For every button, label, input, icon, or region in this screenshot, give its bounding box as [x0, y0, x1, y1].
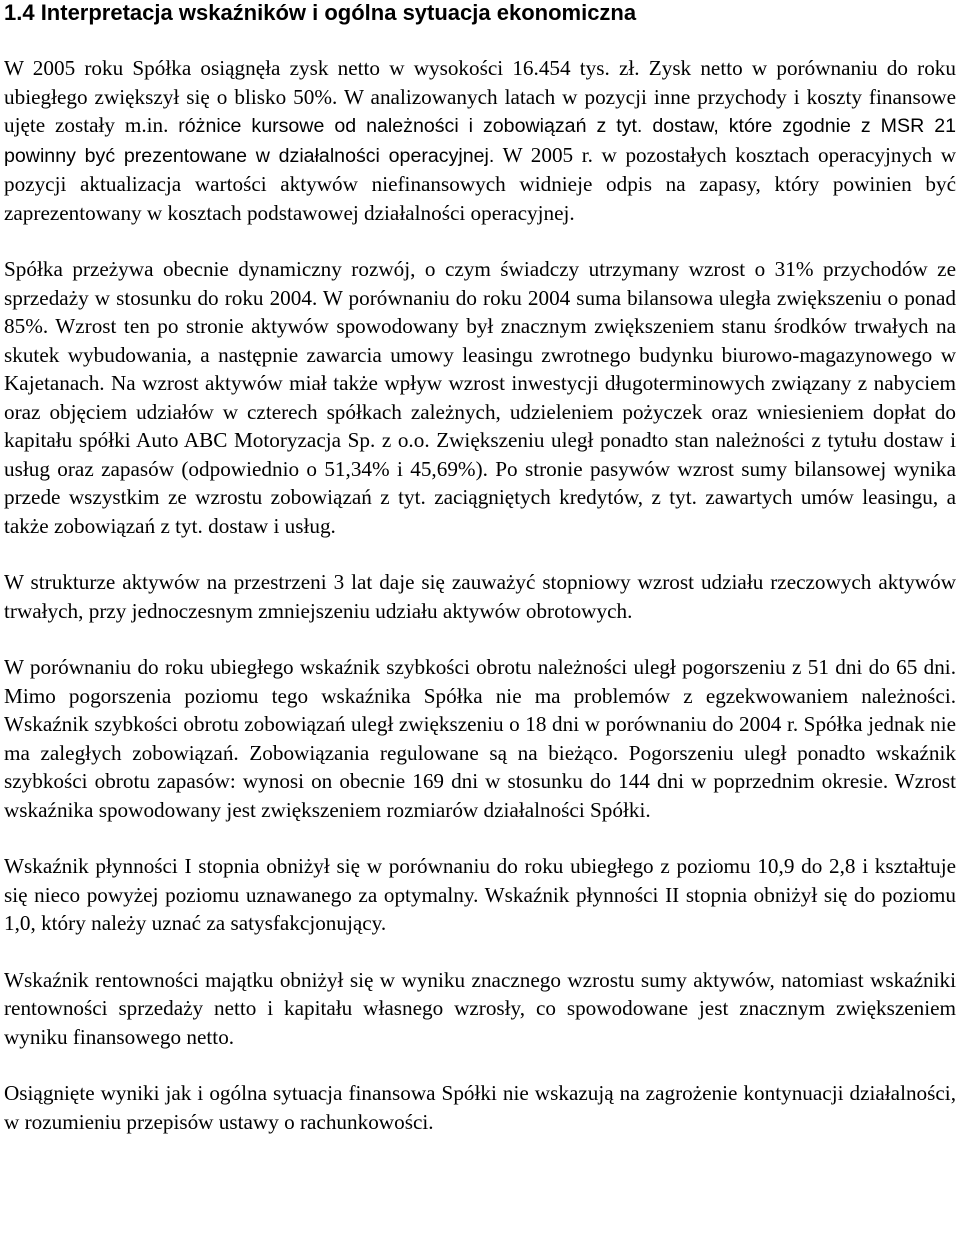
paragraph-net-profit-s2b: różnice kursowe od należności i zobowiązań z tyt. dostaw, które zgodnie z MSR 21 powinny być prezentowane w działalności operacyjnej. — [4, 115, 956, 167]
paragraph-going-concern: Osiągnięte wyniki jak i ogólna sytuacja finansowa Spółki nie wskazują na zagrożenie kontynuacji działalności, w rozumieniu przepisów ustawy o rachunkowości. — [4, 1081, 956, 1134]
paragraph-net-profit-s3: W 2005 r. w pozostałych kosztach operacyjnych w pozycji aktualizacja wartości aktywów niefinansowych widnieje odpis na zapasy, który powinien być zaprezentowany w kosztach podstawowej działalności operacyjnej. — [4, 142, 957, 225]
paragraph-growth: Spółka przeżywa obecnie dynamiczny rozwój, o czym świadczy utrzymany wzrost o 31% przychodów ze sprzedaży w stosunku do roku 2004. W porównaniu do roku 2004 suma bilansowa uległa zwiększeniu o ponad 85%. Wzrost ten po stronie aktywów spowodowany był znacznym zwiększeniem stanu środków trwałych na skutek wybudowania, a następnie zawarcia umowy leasingu zwrotnego budynku biurowo-magazynowego w Kajetanach. Na wzrost aktywów miał także wpływ wzrost inwestycji długoterminowych związany z nabyciem oraz objęciem udziałów w czterech spółkach zależnych, udzieleniem pożyczek oraz wniesieniem dopłat do kapitału spółki Auto ABC Motoryzacja Sp. z o.o. Zwiększeniu uległ ponadto stan należności z tytułu dostaw i usług oraz zapasów (odpowiednio o 51,34% i 45,69%). Po stronie pasywów wzrost sumy bilansowej wynika przede wszystkim ze wzrostu zobowiązań z tyt. zaciągniętych kredytów, z tyt. zawartych umów leasingu, a także zobowiązań z tyt. dostaw i usług. — [4, 257, 956, 538]
paragraph-net-profit-s1: W 2005 roku Spółka osiągnęła zysk netto w wysokości 16.454 tys. zł. Zysk netto w porównaniu do roku ubiegłego zwiększył się o blisko 50%. — [4, 56, 956, 109]
paragraph-asset-structure: W strukturze aktywów na przestrzeni 3 lat daje się zauważyć stopniowy wzrost udziału rzeczowych aktywów trwałych, przy jednoczesnym zmniejszeniu udziału aktywów obrotowych. — [4, 570, 956, 623]
paragraph-net-profit — [4, 54, 956, 227]
section-heading: 1.4 Interpretacja wskaźników i ogólna sytuacja ekonomiczna — [4, 0, 637, 25]
paragraph-net-profit-s2a: W analizowanych latach w pozycji inne przychody i koszty finansowe ujęte zostały m.in. — [4, 84, 956, 137]
paragraph-turnover-ratios: W porównaniu do roku ubiegłego wskaźnik szybkości obrotu należności uległ pogorszeniu z 51 dni do 65 dni. Mimo pogorszenia poziomu tego wskaźnika Spółka nie ma problemów z egzekwowaniem należności. Wskaźnik szybkości obrotu zobowiązań uległ zwiększeniu o 18 dni w porównaniu do 2004 r. Spółka jednak nie ma zaległych zobowiązań. Zobowiązania regulowane są na bieżąco. Pogorszeniu uległ ponadto wskaźnik szybkości obrotu zapasów: wynosi on obecnie 169 dni w stosunku do 144 dni w poprzednim okresie. Wzrost wskaźnika spowodowany jest zwiększeniem rozmiarów działalności Spółki. — [4, 655, 956, 822]
paragraph-profitability: Wskaźnik rentowności majątku obniżył się w wyniku znacznego wzrostu sumy aktywów, natomiast wskaźniki rentowności sprzedaży netto i kapitału własnego wzrosły, co spowodowane jest znacznym zwiększeniem wyniku finansowego netto. — [4, 967, 956, 1049]
paragraph-liquidity: Wskaźnik płynności I stopnia obniżył się w porównaniu do roku ubiegłego z poziomu 10,9 do 2,8 i kształtuje się nieco powyżej poziomu uznawanego za optymalny. Wskaźnik płynności II stopnia obniżył się do poziomu 1,0, który należy uznać za satysfakcjonujący. — [4, 854, 956, 935]
